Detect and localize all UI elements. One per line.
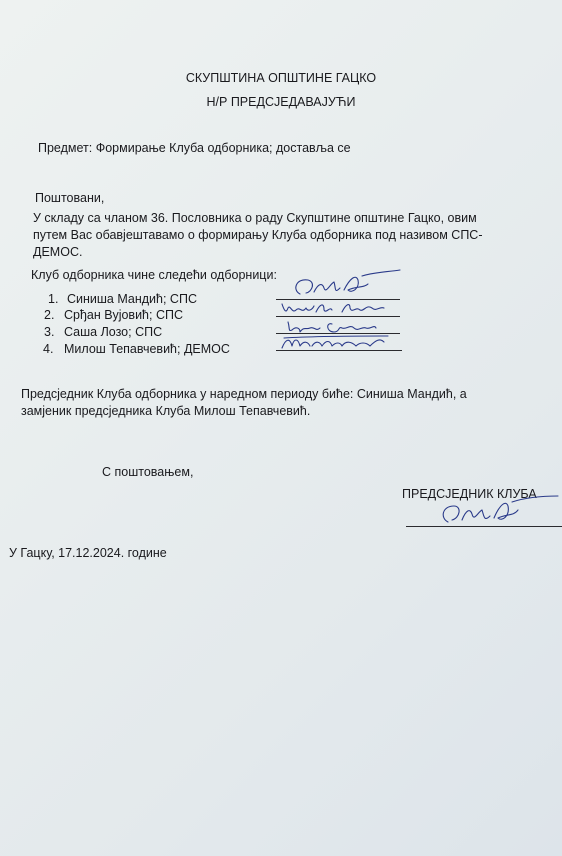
member-name-4: Милош Тепавчевић; ДЕМОС	[64, 342, 230, 356]
subject-line: Предмет: Формирање Клуба одборника; достављa се	[38, 141, 351, 155]
member-4-signature	[276, 334, 406, 352]
addressee-line-2: Н/Р ПРЕДСЈЕДАВАЈУЋИ	[206, 95, 356, 109]
member-number-1: 1.	[48, 292, 59, 306]
signatory-title: ПРЕДСЈЕДНИК КЛУБА	[402, 487, 537, 501]
body-line-3: ДЕМОС.	[33, 245, 83, 259]
greeting: Поштовани,	[35, 191, 105, 205]
president-signature	[426, 494, 562, 528]
body-line-2: путем Вас обавјештавамо о формирању Клуба одборника под називом СПС-	[33, 228, 483, 242]
leadership-line-1: Предсједник Клуба одборника у наредном периоду биће: Синиша Мандић, а	[21, 387, 467, 401]
member-2-signature	[276, 300, 406, 318]
place-and-date: У Гацку, 17.12.2024. године	[9, 546, 167, 560]
member-number-2: 2.	[44, 308, 55, 322]
member-number-4: 4.	[43, 342, 54, 356]
president-signature-line	[406, 526, 562, 527]
member-name-2: Срђан Вујовић; СПС	[64, 308, 183, 322]
closing: С поштовањем,	[102, 465, 194, 479]
addressee-line-1: СКУПШТИНА ОПШТИНЕ ГАЦКО	[185, 71, 377, 85]
member-name-1: Синиша Мандић; СПС	[67, 292, 197, 306]
member-number-3: 3.	[44, 325, 55, 339]
member-name-3: Саша Лозо; СПС	[64, 325, 163, 339]
leadership-line-2: замјеник предсједника Клуба Милош Тепавчевић.	[21, 404, 311, 418]
members-intro: Клуб одборника чине следећи одборници:	[31, 268, 277, 282]
member-1-signature	[278, 270, 408, 300]
body-line-1: У складу са чланом 36. Пословника о раду Скупштине општине Гацко, овим	[33, 211, 477, 225]
